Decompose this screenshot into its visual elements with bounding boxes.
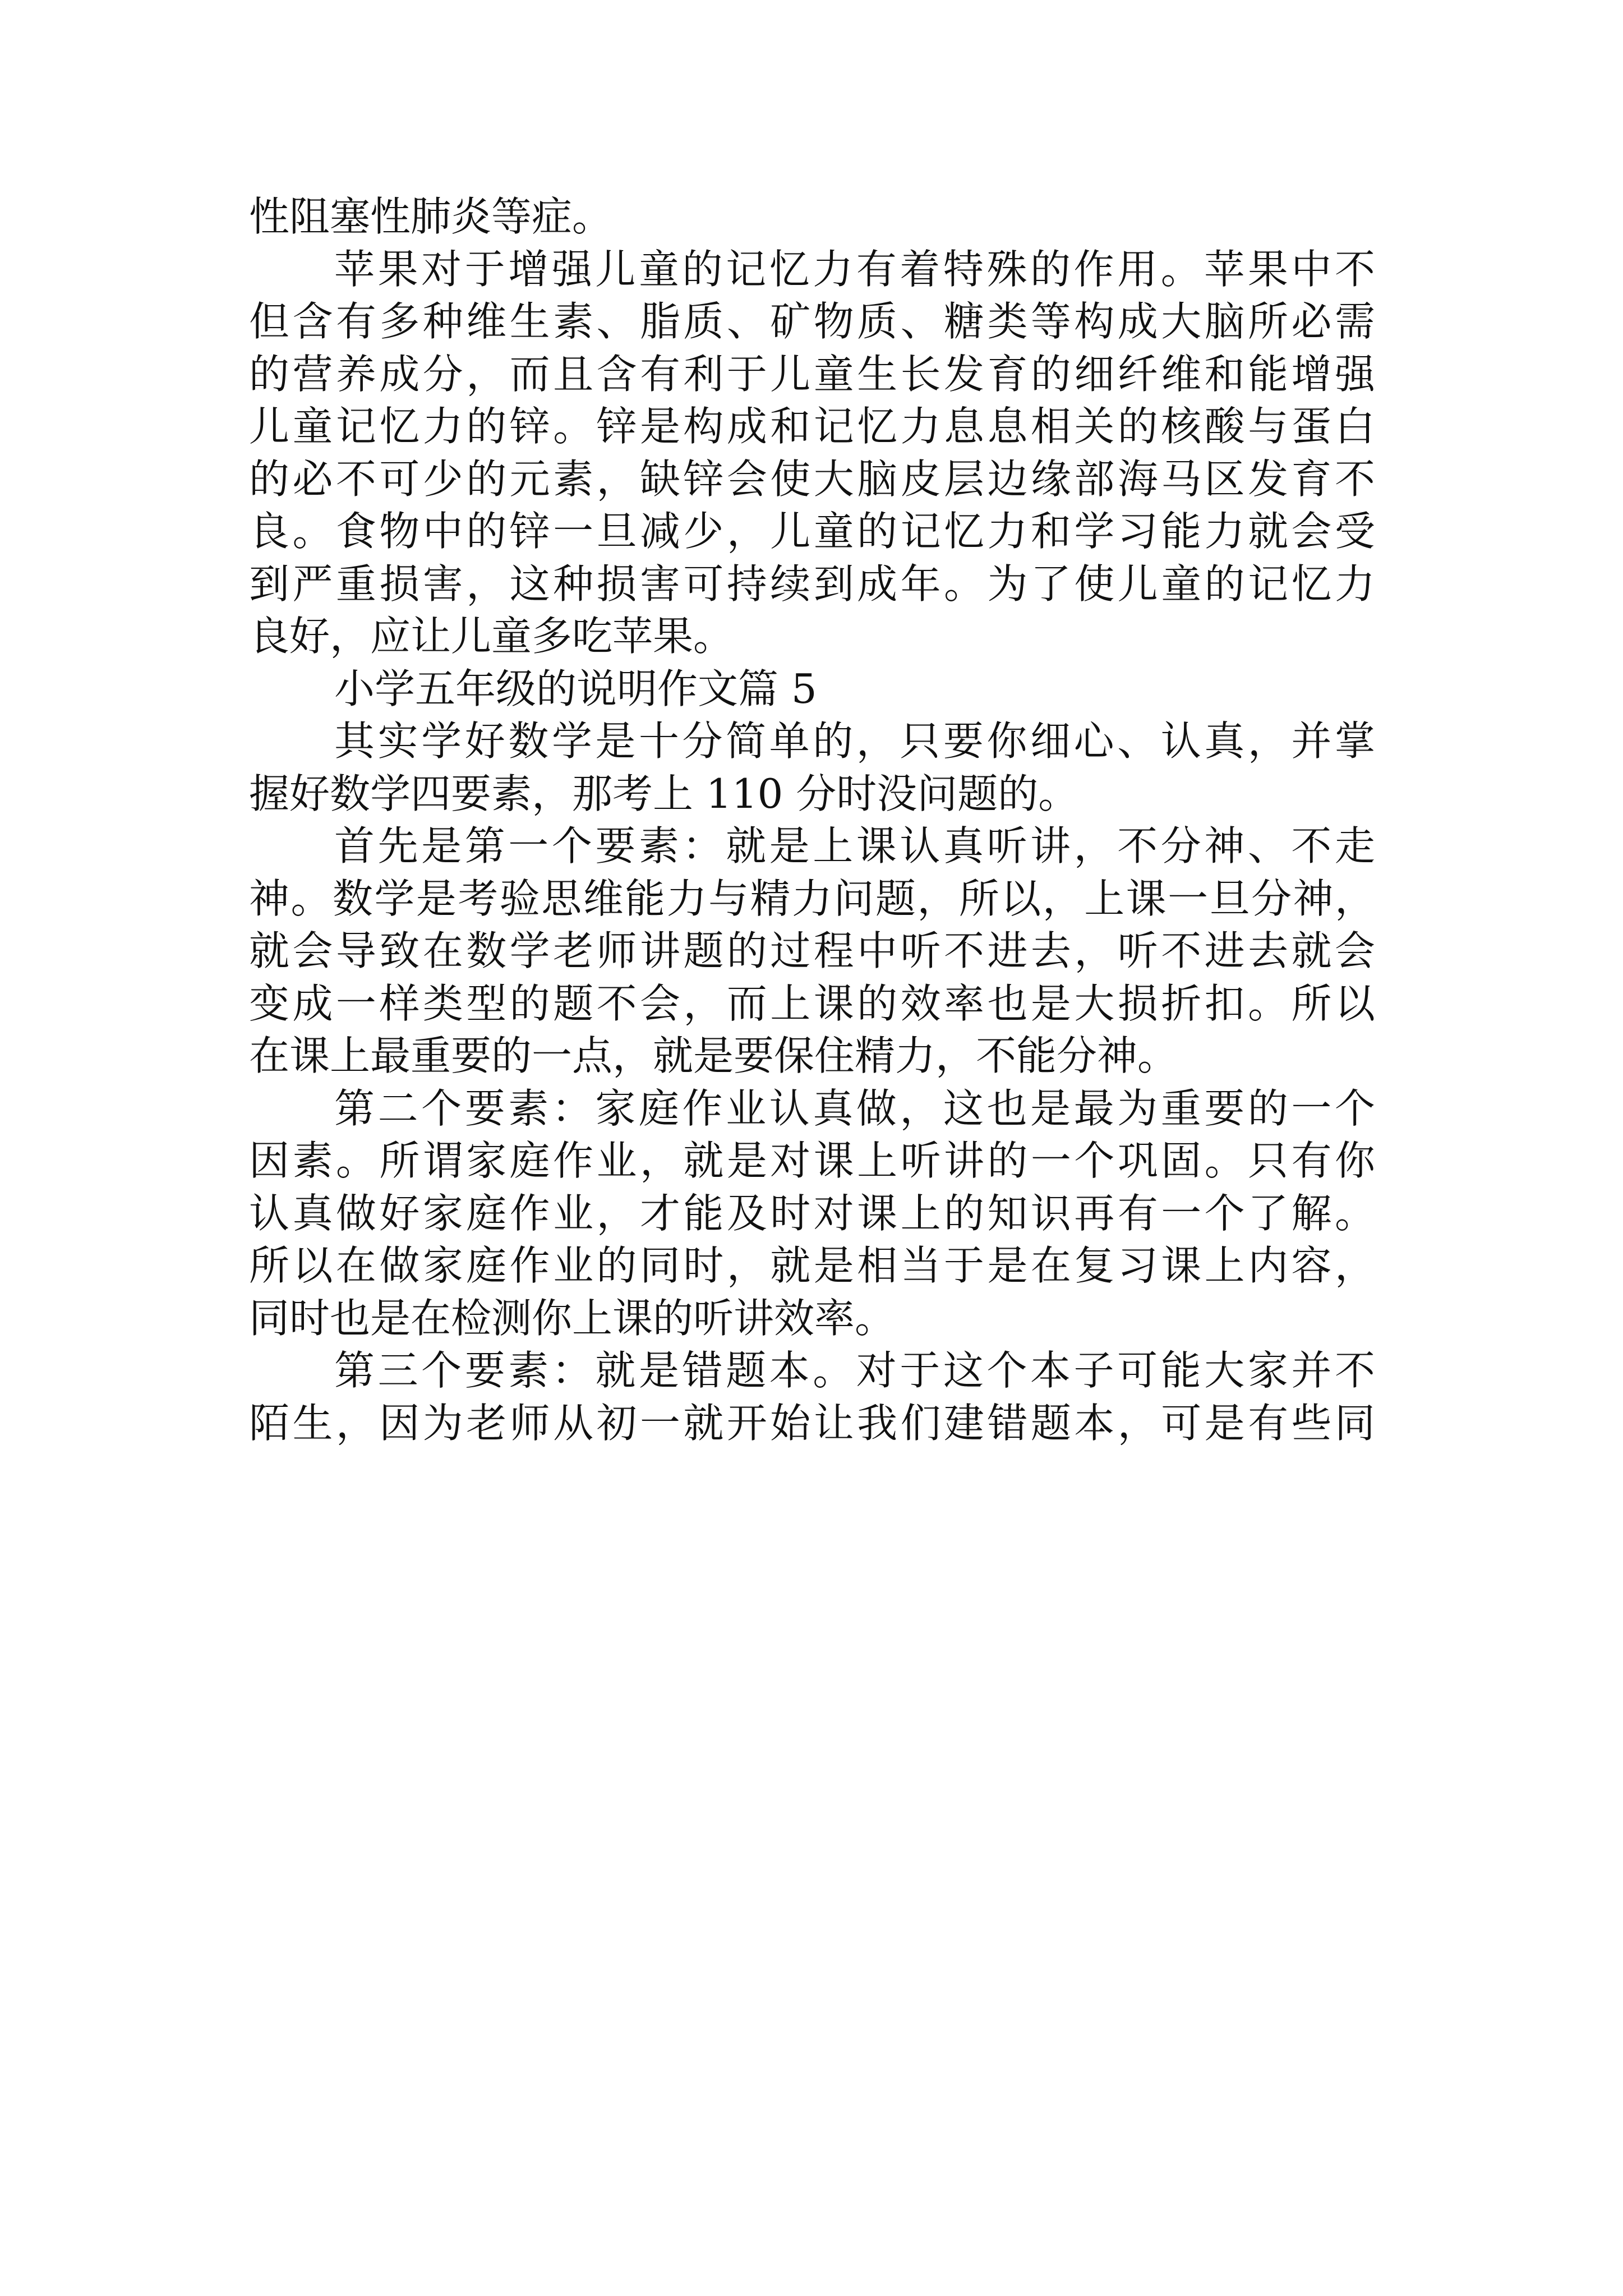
text-line: 儿童记忆力的锌。锌是构成和记忆力息息相关的核酸与蛋白 [249, 403, 1375, 450]
text-line: 但含有多种维生素、脂质、矿物质、糖类等构成大脑所必需 [249, 298, 1375, 345]
text-line: 因素。所谓家庭作业，就是对课上听讲的一个巩固。只有你 [249, 1137, 1375, 1184]
text-line: 握好数学四要素，那考上 110 分时没问题的。 [249, 770, 1079, 817]
paragraph-start-line: 其实学好数学是十分简单的，只要你细心、认真，并掌 [334, 717, 1375, 765]
paragraph-start-line: 第二个要素：家庭作业认真做，这也是最为重要的一个 [334, 1084, 1375, 1132]
document-body [249, 191, 1375, 1450]
text-line: 的营养成分，而且含有利于儿童生长发育的细纤维和能增强 [249, 350, 1375, 398]
text-line: 神。数学是考验思维能力与精力问题，所以，上课一旦分神， [249, 875, 1375, 922]
paragraph-start-line: 苹果对于增强儿童的记忆力有着特殊的作用。苹果中不 [334, 245, 1375, 293]
text-line: 就会导致在数学老师讲题的过程中听不进去，听不进去就会 [249, 927, 1375, 974]
text-line: 变成一样类型的题不会，而上课的效率也是大损折扣。所以 [249, 979, 1375, 1027]
text-line: 性阻塞性肺炎等症。 [249, 193, 613, 240]
text-line: 陌生，因为老师从初一就开始让我们建错题本，可是有些同 [249, 1399, 1375, 1447]
text-line: 到严重损害，这种损害可持续到成年。为了使儿童的记忆力 [249, 560, 1375, 608]
paragraph-start-line: 首先是第一个要素：就是上课认真听讲，不分神、不走 [334, 822, 1375, 869]
text-line: 认真做好家庭作业，才能及时对课上的知识再有一个了解。 [249, 1189, 1375, 1237]
text-line: 所以在做家庭作业的同时，就是相当于是在复习课上内容， [249, 1242, 1375, 1289]
text-line: 良好，应让儿童多吃苹果。 [249, 613, 734, 660]
text-line: 的必不可少的元素，缺锌会使大脑皮层边缘部海马区发育不 [249, 455, 1375, 503]
text-line: 良。食物中的锌一旦减少，儿童的记忆力和学习能力就会受 [249, 508, 1375, 555]
paragraph-start-line: 第三个要素：就是错题本。对于这个本子可能大家并不 [334, 1347, 1375, 1394]
section-heading: 小学五年级的说明作文篇 5 [334, 665, 817, 712]
text-line: 同时也是在检测你上课的听讲效率。 [249, 1294, 896, 1342]
text-line: 在课上最重要的一点，就是要保住精力，不能分神。 [249, 1032, 1178, 1079]
